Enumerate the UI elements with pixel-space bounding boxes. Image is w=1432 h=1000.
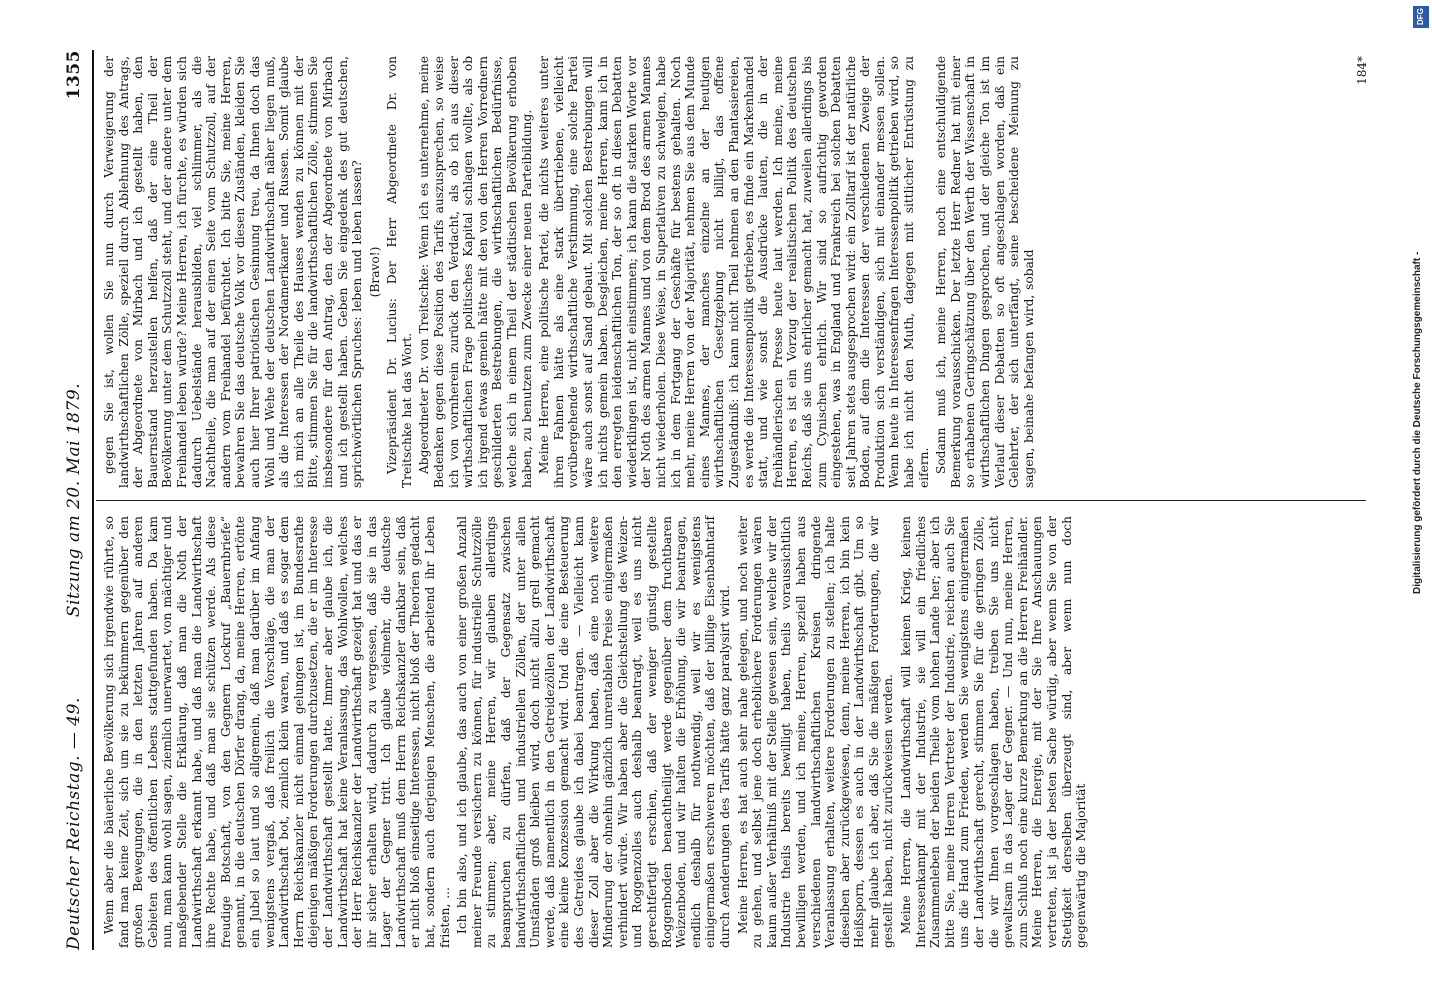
header-rule <box>92 50 94 950</box>
left-paragraph-4: Meine Herren, die Landwirthschaft will keinen Krieg, keinen Interessenkampf mit der Industrie, sie will ein friedliches Zusammenleben der beiden Theile vom hohen Lande her; aber ich bitte Sie, meine Herren Vertreter der Industrie, reichen auch Sie uns die Hand zum Frieden, werden Sie wenigstens einigermaßen der Landwirthschaft gerecht, stimmen Sie für die geringen Zölle, die wir Ihnen vorgeschlagen haben, treiben Sie uns nicht gewaltsam in das Lager der Gegner. — Und nun, meine Herren, zum Schluß noch eine kurze Bemerkung an die Herren Freihändler. Meine Herren, die Energie, mit der Sie Ihre Anschauungen vertreten, ist ja der besten Sache würdig, aber wenn Sie von der Stetigkeit derselben überzeugt sind, aber wenn nun doch gegenwärtig die Majorität <box>899 516 1089 948</box>
left-column <box>102 516 1368 948</box>
left-paragraph-2: Ich bin also, und ich glaube, das auch von einer großen Anzahl meiner Freunde versichern zu können, für industrielle Schutzzölle zu stimmen; aber, meine Herren, wir glauben allerdings beanspruchen zu dürfen, daß der Gegensatz zwischen landwirthschaftlichen und industriellen Zöllen, der unter allen Umständen groß bleiben wird, doch nicht allzu grell gemacht werde, daß namentlich in den Getreidezöllen der Landwirthschaft eine kleine Konzession gemacht wird. Und die eine Besteuerung des Getreides glaube ich dabei beantragen. — Vielleicht kann dieser Zoll aber die Wirkung haben, daß eine noch weitere Minderung der ohnehin gänzlich unrentablen Preise einigermaßen verhindert würde. Wir haben aber die Gleichstellung des Weizen- und Roggenzolles auch deshalb beantragt, weil es uns nicht gerechtfertigt erschien, daß der weniger günstig gestellte Roggenboden benachtheiligt werde gegenüber dem fruchtbaren Weizenboden, und wir halten die Erhöhung, die wir beantragen, endlich deshalb für nothwendig, weil wir es wenigstens einigermaßen erschweren möchten, daß der billige Eisenbahntarif durch Aenderungen des Tarifs hätte ganz paralysirt wird. <box>455 516 732 948</box>
speaker-intro: Vizepräsident Dr. Lucius: Der Herr Abgeordnete Dr. von Treitschke hat das Wort. <box>385 56 414 488</box>
column-divider <box>96 500 1366 501</box>
signature-number: 184* <box>1355 56 1370 85</box>
dfg-logo: DFG <box>1413 6 1429 28</box>
header-session: Sitzung am 20. Mai 1879. <box>64 382 84 618</box>
header-publication: Deutscher Reichstag. — 49. <box>64 697 84 950</box>
right-paragraph-1: gegen Sie ist, wollen Sie nun durch Verweigerung der landwirthschaftlichen Zölle, speziell durch Ablehnung des Antrags, der Abgeordnete von Mirbach und ich gestellt haben, den Bauernstand herzustellen helfen, daß der eine Theil der Bevölkerung unter dem Schutzzoll steht, und der andere unter dem Freihandel leben würde? Meine Herren, ich fürchte, es würden sich dadurch Uebelstände herausbilden, viel schlimmer, als die Nachtheile, die man auf der einen Seite vom Schutzzoll, auf der andern vom Freihandel befürchtet. Ich bitte Sie, meine Herren, bewahren Sie das deutsche Volk vor diesen Zuständen, kleiden Sie auch hier Ihrer patriotischen Gesinnung treu, da Ihnen doch das Wohl und Wehe der deutschen Landwirthschaft näher liegen muß, als die Interessen der Nordamerikaner und Russen. Somit glaube ich mich an alle Theile des Hauses wenden zu können mit der Bitte, stimmen Sie für die landwirthschaftlichen Zölle, stimmen Sie insbesondere für den Antrag, den der Abgeordnete von Mirbach und ich gestellt haben. Geben Sie eingedenk des gut deutschen, sprichwörtlichen Spruches: leben und leben lassen? <box>102 56 365 488</box>
right-column <box>102 56 1368 488</box>
left-paragraph-3: Meine Herren, es hat auch sehr nahe gelegen, und noch weiter zu gehen, und selbst jene doch erheblichere Forderungen wären kaum außer Verhältniß mit der Stelle gewesen sein, welche wir der Industrie theils bereits bewilligt haben, theils voraussichtlich bewilligen werden, und ich meine, Herren, speziell haben aus verschiedenen landwirthschaftlichen Kreisen dringende Veranlassung erhalten, weitere Forderungen zu stellen; ich halte dieselben aber zurückgewiesen, denn, meine Herren, ich bin kein Heißsporn, dessen es auch in der Landwirthschaft gibt. Um so mehr glaube ich aber, daß Sie die mäßigen Forderungen, die wir gestellt haben, nicht zurückweisen werden. <box>735 516 896 948</box>
dfg-credit-text: Digitalisierung gefördert durch die Deutsche Forschungsgemeinschaft - <box>1412 251 1423 594</box>
right-paragraph-3: Meine Herren, eine politische Partei, die nichts weiteres unter ihren Fahnen hätte als eine stark übertriebene, vielleicht vorübergehende wirthschaftliche Verstimmung, eine solche Partei wäre auch sonst auf Sand gebaut. Mit solchen Bestrebungen will ich nichts gemein haben. Desgleichen, meine Herren, kann ich in den erregten leidenschaftlichen Ton, der so oft in diesen Debatten wiederklingen ist, nicht einstimmen; ich kann die starken Worte vor der Noth des armen Mannes und von dem Brod des armen Mannes nicht wiederholen. Diese Weise, in Superlativen zu schwelgen, habe ich in dem Fortgang der Geschäfte für bestens gehalten. Noch mehr, meine Herren von der Majorität, nehmen Sie aus dem Munde eines Mannes, der manches einzelne an der heutigen wirthschaftlichen Gesetzgebung nicht billigt, das offene Zugeständniß: ich kann nicht Theil nehmen an den Phantasiereien, es werde die Interessenpolitik getrieben, es finde ein Markenhandel statt, und wie sonst die Ausdrücke lauten, die in der freihändlerischen Presse heute laut werden. Ich meine, meine Herren, es ist ein Vorzug der realistischen Politik des deutschen Reichs, daß sie uns ehrlicher gemacht hat, zuweilen allerdings bis zum Cynischen ehrlich. Wir sind so aufrichtig geworden eingestehen, was in England und Frankreich bei solchen Debatten seit Jahren stets ausgesprochen wird: ein Zolltarif ist der natürliche Boden, auf dem die Interessen der verschiedenen Zweige der Produktion sich verständigen, sich mit einander messen sollen. Wenn heute in Interessenfragen Interessenpolitik getrieben wird, so habe ich nicht den Muth, dagegen mit sittlicher Entrüstung zu eifern. <box>537 56 931 488</box>
left-paragraph-1: Wenn aber die bäuerliche Bevölkerung sich irgendwie rührte, so fand man keine Zeit, sich um sie zu bekümmern gegenüber den großen Bewegungen, die in den letzten Jahren auf anderen Gebieten des öffentlichen Lebens stattgefunden haben. Da kam nun, man kann wohl sagen, ziemlich unerwartet, von mächtiger und maßgebender Stelle die Erklärung, daß man die Noth der Landwirthschaft erkannt habe, und daß man die Landwirthschaft ihre Rechte habe, und daß man sie schützen werde. Als diese freudige Botschaft, von den Gegnern Lockruf „Bauernbriefe“ genannt, in die deutschen Dörfer drang, da, meine Herren, ertönte ein Jubel so laut und so allgemein, daß man darüber im Anfang wenigstens vergaß, daß freilich die Vorschläge, die man der Landwirthschaft bot, ziemlich klein waren, und daß es sogar dem Herrn Reichskanzler nicht einmal gelungen ist, im Bundesrathe diejenigen mäßigen Forderungen durchzusetzen, die er im Interesse der Landwirthschaft gestellt hatte. Immer aber glaube ich, die Landwirthschaft hat keine Veranlassung, das Wohlwollen, welches der Herr Reichskanzler der Landwirthschaft gezeigt hat und das er ihr sicher erhalten wird, dadurch zu vergessen, daß sie in das Lager der Gegner tritt. Ich glaube vielmehr, die deutsche Landwirthschaft muß dem Herrn Reichskanzler dankbar sein, daß er nicht bloß einseitige Interessen, nicht bloß der Theorien gedacht hat, sondern auch derjenigen Menschen, die arbeitend ihr Leben fristen, ... <box>102 516 452 948</box>
applause-note: (Bravo!) <box>367 246 382 298</box>
dfg-sidebar <box>1408 0 1432 1000</box>
header-page-number: 1355 <box>64 50 84 100</box>
right-paragraph-2: Abgeordneter Dr. von Treitschke: Wenn ich es unternehme, meine Bedenken gegen diese Position des Tarifs auszusprechen, so weise ich von vornherein zurück den Verdacht, als ob ich aus dieser wirthschaftlichen Frage politisches Kapital schlagen wollte, als ob ich irgend etwas gemein hätte mit den von den Herren Vorrednern geschilderten Bestrebungen, die wirthschaftlichen Bedürfnisse, welche sich in einem Theil der städtischen Bevölkerung erhoben haben, zu benutzen zum Zwecke einer neuen Parteibildung. <box>417 56 534 488</box>
right-paragraph-4: Sodann muß ich, meine Herren, noch eine entschuldigende Bemerkung vorausschicken. Der letzte Herr Redner hat mit einer so erhabenen Geringschätzung über den Werth der Wissenschaft in wirthschaftlichen Dingen gesprochen, und der gleiche Ton ist im Verlauf dieser Debatten so oft angeschlagen worden, daß ein Gelehrter, der sich unterfängt, seine bescheidene Meinung zu sagen, beinahe befangen wird, sobald <box>934 56 1036 488</box>
page-header <box>64 50 86 950</box>
rotated-sheet <box>46 30 1386 970</box>
